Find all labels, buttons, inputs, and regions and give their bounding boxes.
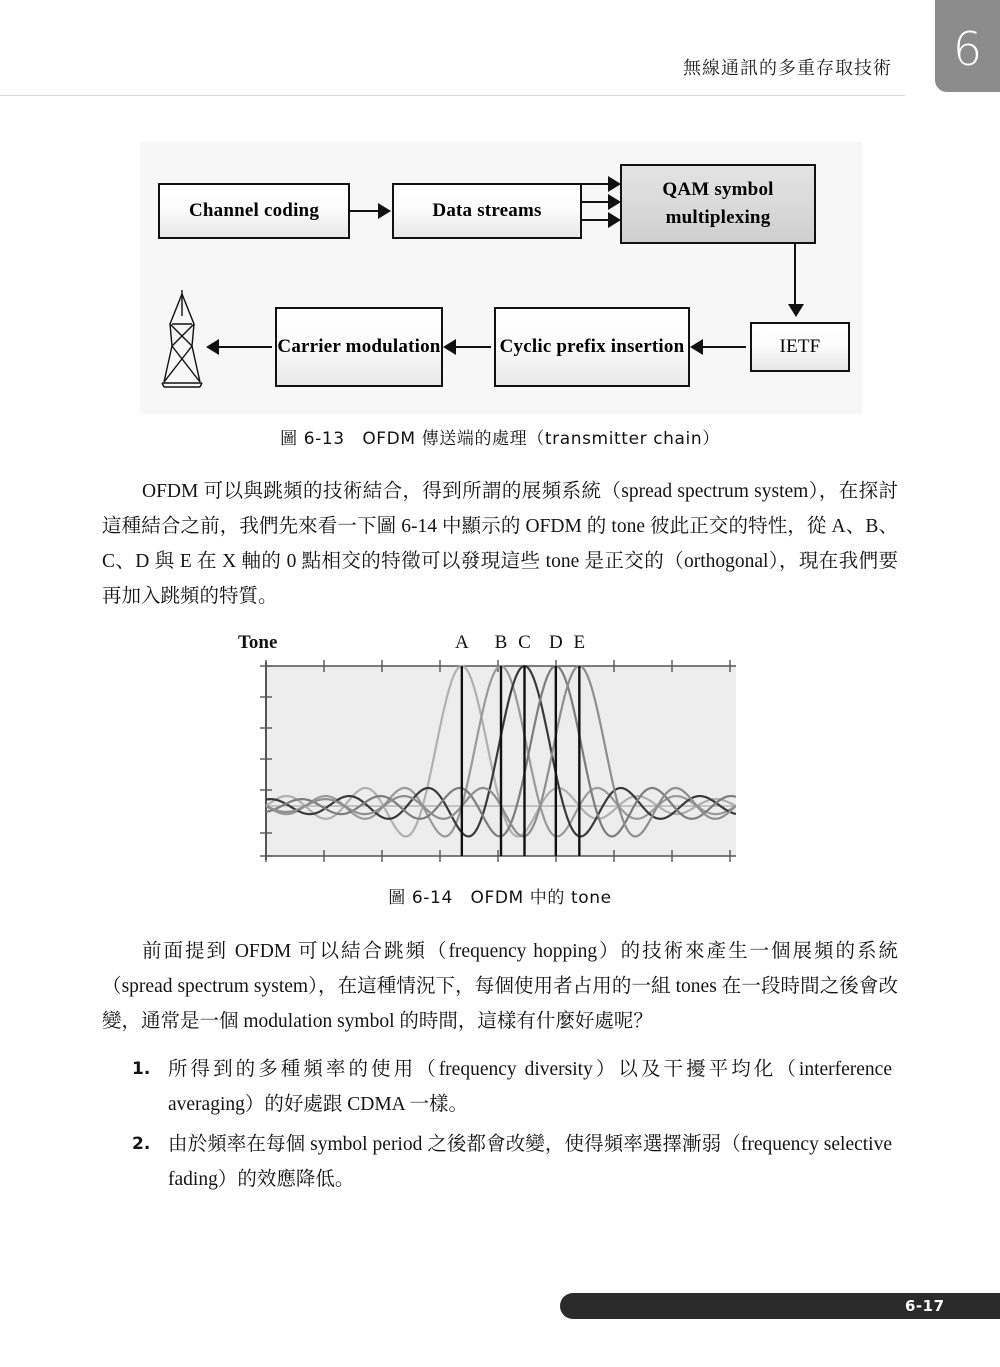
list-item-number: 2. xyxy=(132,1134,151,1154)
running-head-title: 無線通訊的多重存取技術 xyxy=(683,58,892,79)
chart-plot-area xyxy=(236,658,736,873)
paragraph-1: OFDM 可以與跳頻的技術結合，得到所謂的展頻系統（spread spectrum system），在探討這種結合之前，我們先來看一下圖 6-14 中顯示的 OFDM 的 tone 彼此正交的特性，從 A、B、C、D 與 E 在 X 軸的 0 點相交的特徵可以發現這些 tone 是正交的（orthogonal），現在我們要再加入跳頻的特質。 xyxy=(102,481,898,607)
arrow-data-to-qam-head-1-icon xyxy=(608,176,621,192)
arrow-qam-to-ietf-head-icon xyxy=(788,304,804,317)
list-item-text: 所得到的多種頻率的使用（frequency diversity）以及干擾平均化（interference averaging）的好處跟 CDMA 一樣。 xyxy=(168,1059,892,1115)
tone-label-c: C xyxy=(518,632,531,653)
page-number: 6-17 xyxy=(905,1297,945,1315)
chapter-number: 6 xyxy=(952,22,983,76)
arrow-data-to-qam-head-3-icon xyxy=(608,212,621,228)
block-cyclic-prefix-insertion-label: Cyclic prefix insertion xyxy=(499,336,685,358)
block-channel-coding xyxy=(158,183,350,239)
paragraph-2: 前面提到 OFDM 可以結合跳頻（frequency hopping）的技術來產生一個展頻的系統（spread spectrum system），在這種情況下，每個使用者占用的一組 tones 在一段時間之後會改變，通常是一個 modulation symbol 的時間，這樣有什麼好處呢？ xyxy=(102,941,898,1032)
block-qam-symbol-multiplexing-label: QAM symbol multiplexing xyxy=(662,179,774,228)
list-item-number: 1. xyxy=(132,1059,151,1079)
block-cyclic-prefix-insertion xyxy=(494,307,690,387)
block-ietf xyxy=(750,322,850,372)
arrow-channel-to-data-line xyxy=(350,210,380,212)
arrow-channel-to-data-head-icon xyxy=(378,203,391,219)
page-header xyxy=(0,0,1000,100)
list-item-text: 由於頻率在每個 symbol period 之後都會改變，使得頻率選擇漸弱（frequency selective fading）的效應降低。 xyxy=(168,1134,892,1190)
tone-label-b: B xyxy=(494,632,508,653)
arrow-carrier-to-antenna-head-icon xyxy=(206,339,219,355)
block-data-streams-label: Data streams xyxy=(432,200,542,222)
block-data-streams xyxy=(392,183,582,239)
list-item xyxy=(132,1127,892,1197)
arrow-data-to-qam-head-2-icon xyxy=(608,194,621,210)
chapter-tab xyxy=(935,0,1000,92)
arrow-qam-to-ietf-line xyxy=(794,244,796,306)
block-carrier-modulation xyxy=(275,307,443,387)
figure-614-tone-chart xyxy=(236,630,736,875)
figure-613-caption: 圖 6-13 OFDM 傳送端的處理（transmitter chain） xyxy=(280,429,720,449)
chart-axis-label-tone: Tone xyxy=(238,632,278,653)
block-ietf-label: IETF xyxy=(779,336,821,358)
header-divider xyxy=(0,95,905,96)
arrow-ietf-to-cyclic-head-icon xyxy=(690,339,703,355)
tone-label-a: A xyxy=(454,632,469,653)
figure-613-block-diagram xyxy=(140,142,862,414)
list-item xyxy=(132,1052,892,1122)
tone-label-e: E xyxy=(573,632,586,653)
figure-614-caption: 圖 6-14 OFDM 中的 tone xyxy=(388,888,612,908)
arrow-cyclic-to-carrier-head-icon xyxy=(443,339,456,355)
block-qam-symbol-multiplexing xyxy=(620,164,816,244)
block-channel-coding-label: Channel coding xyxy=(188,200,320,222)
tone-label-d: D xyxy=(548,632,563,653)
transmission-tower-icon xyxy=(158,290,206,390)
block-carrier-modulation-label: Carrier modulation xyxy=(277,336,441,358)
